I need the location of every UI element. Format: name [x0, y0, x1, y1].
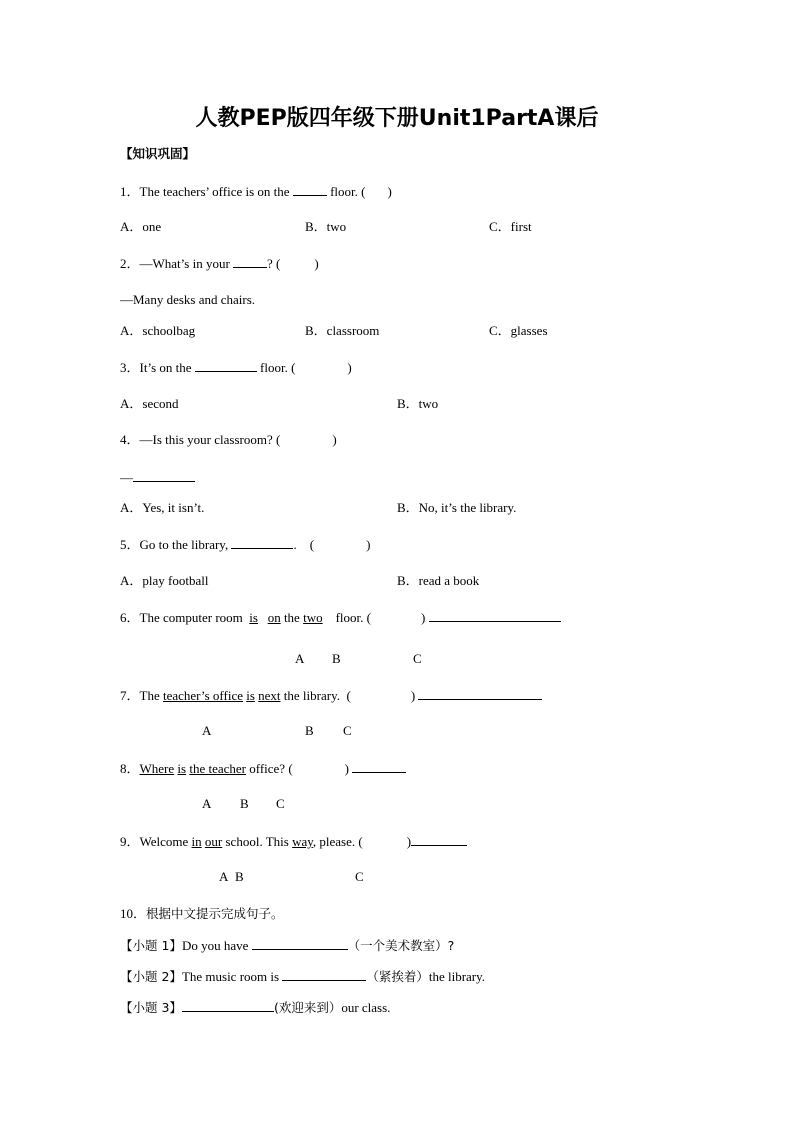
answer-blank[interactable] [282, 968, 366, 981]
question-3: 3．It’s on the floor. ( ) [120, 360, 352, 375]
q6-label-a: A [295, 651, 305, 666]
q1-option-b[interactable]: B．two [305, 219, 347, 234]
q2-option-c[interactable]: C．glasses [489, 323, 548, 338]
q2-answer-line: —Many desks and chairs. [120, 292, 256, 307]
page-title: 人教PEP版四年级下册Unit1PartA课后 [195, 106, 599, 131]
answer-blank[interactable] [418, 687, 542, 700]
question-6: 6．The computer room is on the two floor. ( ) [120, 609, 561, 626]
q8-label-c: C [276, 796, 285, 811]
answer-blank[interactable] [252, 937, 348, 950]
q8-label-b: B [240, 796, 249, 811]
q1-option-c[interactable]: C．first [489, 219, 532, 234]
q6-label-c: C [413, 651, 422, 666]
q1-option-a[interactable]: A．one [120, 219, 162, 234]
question-1: 1．The teachers’ office is on the floor. ( ) [120, 184, 392, 199]
question-9: 9．Welcome in our school. This way, please. ( ) [120, 833, 467, 850]
q5-option-b[interactable]: B．read a book [397, 573, 480, 588]
q9-label-a: A [219, 869, 229, 884]
answer-blank[interactable] [293, 183, 327, 196]
q7-label-a: A [202, 723, 212, 738]
answer-blank[interactable] [133, 469, 195, 482]
q8-label-a: A [202, 796, 212, 811]
q2-option-a[interactable]: A．schoolbag [120, 323, 196, 338]
q4-answer-line: — [120, 469, 195, 486]
question-4: 4．—Is this your classroom? ( ) [120, 432, 337, 447]
q6-label-b: B [332, 651, 341, 666]
answer-blank[interactable] [231, 536, 293, 549]
question-10: 10．根据中文提示完成句子。 [120, 906, 284, 921]
question-2: 2．—What’s in your ? ( ) [120, 256, 319, 271]
answer-blank[interactable] [352, 760, 406, 773]
q4-option-b[interactable]: B．No, it’s the library. [397, 500, 517, 515]
q10-subquestion-1: 【小题 1】Do you have （一个美术教室）? [120, 938, 455, 953]
q5-option-a[interactable]: A．play football [120, 573, 209, 588]
q3-option-a[interactable]: A．second [120, 396, 179, 411]
q4-option-a[interactable]: A．Yes, it isn’t. [120, 500, 205, 515]
q9-label-c: C [355, 869, 364, 884]
answer-blank[interactable] [429, 609, 561, 622]
q3-option-b[interactable]: B．two [397, 396, 439, 411]
section-heading: 【知识巩固】 [120, 146, 196, 161]
answer-blank[interactable] [411, 833, 467, 846]
q10-subquestion-2: 【小题 2】The music room is （紧挨着）the library. [120, 969, 486, 984]
answer-blank[interactable] [182, 999, 274, 1012]
q2-option-b[interactable]: B．classroom [305, 323, 380, 338]
answer-blank[interactable] [233, 255, 267, 268]
answer-blank[interactable] [195, 359, 257, 372]
q7-label-b: B [305, 723, 314, 738]
question-8: 8．Where is the teacher office? ( ) [120, 760, 406, 777]
q10-subquestion-3: 【小题 3】 (欢迎来到）our class. [120, 1000, 391, 1015]
q7-label-c: C [343, 723, 352, 738]
question-5: 5．Go to the library, . ( ) [120, 537, 371, 552]
q9-label-b: B [235, 869, 244, 884]
question-7: 7．The teacher’s office is next the library. ( ) [120, 687, 542, 704]
